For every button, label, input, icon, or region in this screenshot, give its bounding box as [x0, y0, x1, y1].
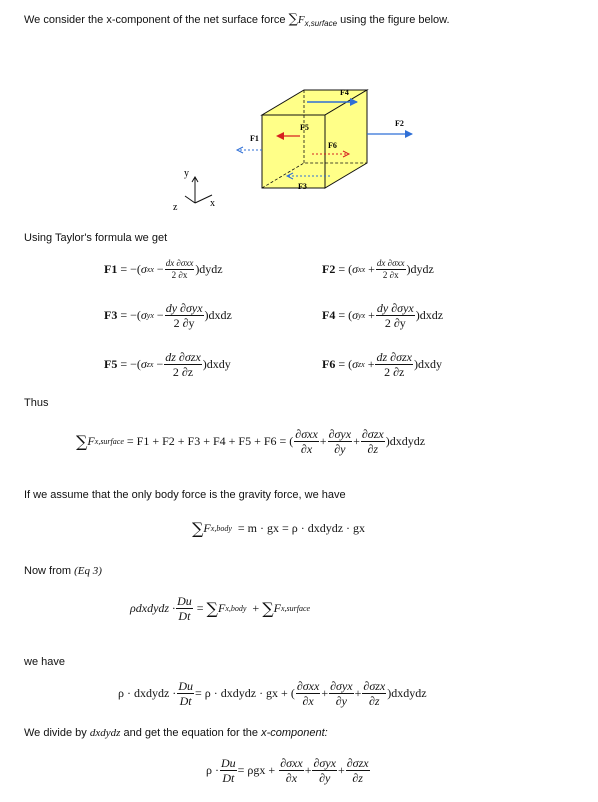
sum-frac-1	[294, 428, 319, 455]
f3-tail: )dxdz	[204, 307, 232, 322]
now-from-ref: (Eq 3)	[74, 565, 102, 577]
eq5-frac-1-num: ∂σxx	[280, 755, 303, 770]
f5-frac	[164, 351, 202, 378]
eq5-frac-2-den: ∂y	[319, 770, 331, 785]
f6-op: +	[367, 356, 375, 371]
sum-frac-2-den: ∂y	[334, 441, 346, 456]
f5-frac-den: 2 ∂z	[172, 364, 194, 379]
f2-frac-den: 2 ∂x	[382, 269, 399, 280]
eq3-sigma-2-icon: ∑	[262, 598, 274, 618]
eq5-frac-1	[279, 757, 304, 784]
eq-f2	[322, 255, 434, 283]
f2-frac-num: dx ∂σxx	[376, 257, 405, 268]
f5-sigma-sub: zx	[146, 359, 154, 369]
eq4-frac-1-den: ∂x	[302, 693, 314, 708]
eq3-frac	[176, 595, 193, 622]
eq3-eq: =	[196, 600, 204, 615]
eq5-lhs: ρ ·	[206, 762, 219, 777]
control-volume-figure	[0, 60, 598, 290]
divide-tail: x-component:	[261, 727, 328, 739]
f1-tail: )dydz	[195, 261, 223, 276]
eq5-frac-3	[346, 757, 370, 784]
f6-tail: )dxdy	[414, 356, 442, 371]
f1-op: −	[156, 261, 164, 276]
f4-op: +	[368, 307, 375, 322]
cube-front-face	[262, 115, 325, 188]
f3-sigma: σ	[140, 307, 147, 322]
f2-op: +	[368, 261, 375, 276]
f2-tail: )dydz	[406, 261, 434, 276]
sum-frac-3-num: ∂σzx	[361, 426, 384, 441]
f2-sigma: σ	[352, 261, 359, 276]
eq5-frac	[220, 757, 237, 784]
eq4-frac-den: Dt	[179, 693, 192, 708]
taylor-heading: Using Taylor's formula we get	[24, 232, 168, 244]
eq-f6	[322, 348, 442, 380]
f3-frac	[165, 302, 204, 329]
intro-line	[24, 12, 450, 28]
f2-sign: = (	[338, 261, 353, 276]
body-lhs-sub: x,body	[210, 523, 232, 533]
eq3-t1-sub: x,body	[225, 603, 247, 613]
intro-suffix: using the figure below.	[340, 14, 450, 26]
f1-frac-num: dx ∂σxx	[165, 257, 194, 268]
eq5-frac-2-num: ∂σyx	[313, 755, 336, 770]
eq4-frac-1-num: ∂σxx	[296, 678, 320, 693]
body-sigma-icon: ∑	[192, 518, 204, 538]
eq5-frac-3-num: ∂σzx	[346, 755, 369, 770]
f6-frac-num: dz ∂σzx	[376, 349, 412, 364]
eq5-mid: = ρgx +	[237, 762, 276, 777]
f2-label: F2	[322, 261, 336, 276]
sum-frac-1-den: ∂x	[300, 441, 313, 456]
eq4-frac-3	[362, 680, 386, 707]
sum-symbol: ∑	[288, 12, 298, 27]
f4-frac-num: dy ∂σyx	[376, 300, 414, 315]
force-label-f3: F3	[298, 182, 307, 191]
force-label-f5: F5	[300, 123, 309, 132]
body-force-text: If we assume that the only body force is the gravity force, we have	[24, 489, 346, 501]
now-from-prefix: Now from	[24, 565, 72, 577]
axes	[185, 177, 212, 203]
eq4-frac-2-num: ∂σyx	[330, 678, 353, 693]
f3-op: −	[156, 307, 164, 322]
f3-frac-num: dy ∂σyx	[165, 300, 203, 315]
eq-momentum	[130, 591, 310, 625]
f1-sign: = −(	[120, 261, 141, 276]
body-rhs: = m · gx = ρ · dxdydz · gx	[237, 520, 366, 535]
thus-label: Thus	[24, 397, 49, 409]
eq5-frac-2	[312, 757, 337, 784]
sum-frac-3	[361, 428, 385, 455]
eq5-frac-1-den: ∂x	[285, 770, 298, 785]
intro-sum-term: F	[297, 14, 305, 26]
eq4-tail: )dxdydz	[387, 685, 427, 700]
eq3-lhs: ρdxdydz ·	[130, 600, 176, 615]
eq3-t1: F	[217, 600, 226, 615]
f5-label: F5	[104, 356, 118, 371]
f6-label: F6	[322, 356, 336, 371]
f5-frac-num: dz ∂σzx	[165, 349, 201, 364]
sum-frac-1-num: ∂σxx	[295, 426, 318, 441]
we-have-label: we have	[24, 656, 65, 668]
sum-lhs-sub: x,surface	[94, 436, 124, 446]
f4-label: F4	[322, 307, 336, 322]
f1-frac	[165, 259, 195, 280]
f6-sigma-sub: zx	[358, 359, 365, 369]
f6-frac-den: 2 ∂z	[384, 364, 405, 379]
eq4-frac-num: Du	[178, 678, 193, 693]
eq4-frac-3-num: ∂σzx	[363, 678, 386, 693]
intro-prefix: We consider the x-component of the net surface force	[24, 14, 286, 26]
f4-tail: )dxdz	[415, 307, 444, 322]
eq4-frac-1	[296, 680, 321, 707]
f4-sigma: σ	[352, 307, 359, 322]
axis-x-label: x	[210, 198, 215, 209]
f1-label: F1	[104, 261, 118, 276]
f6-frac	[375, 351, 413, 378]
eq5-frac-num: Du	[220, 755, 236, 770]
f6-sign: = (	[338, 356, 353, 371]
eq-final: ρ · $\frac{Du}{Dt}$ = ρgx + $\frac{\text{∂σxx}}{\partial x}$ + $\frac{\text{∂σyx}}{\partial y}$ + $\frac{\text{∂σzx}}{\partial z}$	[206, 755, 369, 785]
sum-frac-2-num: ∂σyx	[328, 426, 352, 441]
f4-sigma-sub: yx	[358, 310, 366, 320]
eq4-mid: = ρ · dxdydz · gx + (	[194, 685, 295, 700]
f3-frac-den: 2 ∂y	[173, 315, 195, 330]
f5-op: −	[156, 356, 164, 371]
eq3-frac-num: Du	[177, 593, 192, 608]
eq-f5	[104, 348, 231, 380]
sum-tail: )dxdydz	[385, 433, 426, 448]
f5-sigma: σ	[140, 356, 147, 371]
f1-sigma-sub: xx	[146, 264, 154, 274]
f5-sign: = −(	[120, 356, 141, 371]
eq-sum-surface: ∑ F x,surface = F1 + F2 + F3 + F4 + F5 + F6 = ( $\frac{\text{∂σxx}}{\partial x}$ + $\frac{\text{∂σyx}}{\partial y}$ + $\frac{\text{∂σzx}}{\partial z}$ )dxdydz	[76, 426, 426, 456]
eq5-frac-den: Dt	[222, 770, 235, 785]
f1-frac-den: 2 ∂x	[171, 269, 188, 280]
body-lhs: F	[203, 520, 211, 535]
sum-frac-3-den: ∂z	[367, 441, 379, 456]
divide-middle: and get the equation for the	[123, 727, 259, 739]
force-label-f6: F6	[328, 141, 337, 150]
f4-frac	[376, 302, 415, 329]
eq3-t2-sub: x,surface	[280, 603, 311, 613]
force-label-f1: F1	[250, 134, 259, 143]
f5-tail: )dxdy	[202, 356, 231, 371]
eq5-frac-3-den: ∂z	[352, 770, 363, 785]
eq3-frac-den: Dt	[178, 608, 191, 623]
eq4-frac-2	[329, 680, 354, 707]
eq4-lhs: ρ · dxdydz ·	[118, 685, 177, 700]
divide-prefix: We divide by	[24, 727, 87, 739]
f1-sigma: σ	[140, 261, 147, 276]
sum-mid: = F1 + F2 + F3 + F4 + F5 + F6 = (	[126, 433, 294, 448]
f4-frac-den: 2 ∂y	[384, 315, 406, 330]
eq3-t2: F	[273, 600, 281, 615]
f3-sign: = −(	[120, 307, 141, 322]
f2-sigma-sub: xx	[358, 264, 366, 274]
f6-sigma: σ	[352, 356, 359, 371]
sum-frac-2	[328, 428, 353, 455]
force-label-f4: F4	[340, 88, 349, 97]
eq-expanded: ρ · dxdydz · $\frac{Du}{Dt}$ = ρ · dxdydz · gx + ( $\frac{\text{∂σxx}}{\partial x}$ + $\frac{\text{∂σyx}}{\partial y}$ + $\frac{\text{∂σzx}}{\partial z}$ )dxdydz	[118, 678, 427, 708]
eq-f1	[104, 255, 223, 283]
eq4-frac	[177, 680, 194, 707]
f2-frac	[376, 259, 406, 280]
eq4-frac-2-den: ∂y	[335, 693, 347, 708]
force-label-f2: F2	[395, 119, 404, 128]
eq-f4	[322, 299, 443, 331]
eq-f3	[104, 299, 232, 331]
axis-y-label: y	[184, 168, 189, 179]
intro-sum-sub: x,surface	[304, 19, 338, 29]
eq-body-force	[192, 516, 365, 540]
f3-sigma-sub: yx	[146, 310, 154, 320]
eq3-plus: +	[252, 600, 260, 615]
eq4-frac-3-den: ∂z	[369, 693, 380, 708]
f3-label: F3	[104, 307, 118, 322]
eq3-sigma-1-icon: ∑	[206, 598, 218, 618]
f4-sign: = (	[338, 307, 353, 322]
axis-z-label: z	[173, 202, 178, 213]
sum-surface-sigma-icon: ∑	[76, 431, 88, 451]
divide-var: dxdydz	[89, 727, 121, 739]
divide-text	[24, 727, 328, 739]
now-from-line	[24, 565, 102, 577]
sum-lhs: F	[87, 433, 95, 448]
